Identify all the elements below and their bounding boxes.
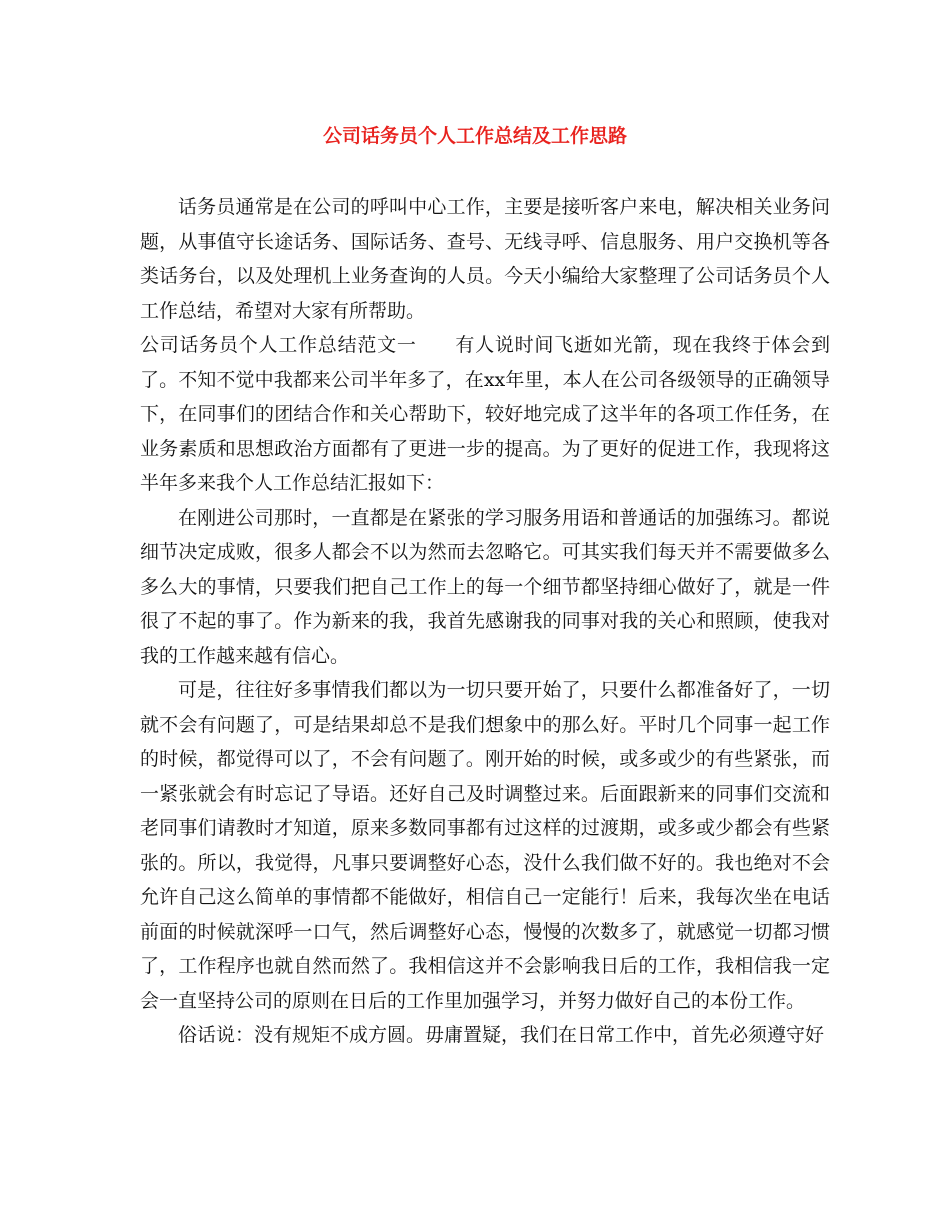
body-paragraph-2: 可是，往往好多事情我们都以为一切只要开始了，只要什么都准备好了，一切就不会有问题了，可是结果却总不是我们想象中的那么好。平时几个同事一起工作的时候，都觉得可以了，不会有问题了。刚开始的时候，或多或少的有些紧张，而一紧张就会有时忘记了导语。还好自己及时调整过来。后面跟新来的同事们交流和老同事们请教时才知道，原来多数同事都有过这样的过渡期，或多或少都会有些紧张的。所以，我觉得，凡事只要调整好心态，没什么我们做不好的。我也绝对不会允许自己这么简单的事情都不能做好，相信自己一定能行！后来，我每次坐在电话前面的时候就深呼一口气，然后调整好心态，慢慢的次数多了，就感觉一切都习惯了，工作程序也就自然而然了。我相信这并不会影响我日后的工作，我相信我一定会一直坚持公司的原则在日后的工作里加强学习，并努力做好自己的本份工作。 <box>140 679 830 1012</box>
body-paragraph-1: 在刚进公司那时，一直都是在紧张的学习服务用语和普通话的加强练习。都说细节决定成败，很多人都会不以为然而去忽略它。可其实我们每天并不需要做多么多么大的事情，只要我们把自己工作上的每一个细节都坚持细心做好了，就是一件很了不起的事了。作为新来的我，我首先感谢我的同事对我的关心和照顾，使我对我的工作越来越有信心。 <box>140 506 830 667</box>
sample-heading: 公司话务员个人工作总结范文一 <box>140 334 417 356</box>
sample-paragraph <box>140 328 830 501</box>
sample-first-text: 有人说时间飞逝如光箭，现在我终于体会到了。不知不觉中我都来公司半年多了，在xx年里，本人在公司各级领导的正确领导下，在同事们的团结合作和关心帮助下，较好地完成了这半年的各项工作任务，在业务素质和思想政治方面都有了更进一步的提高。为了更好的促进工作，我现将这半年多来我个人工作总结汇报如下： <box>140 334 830 494</box>
document-title: 公司话务员个人工作总结及工作思路 <box>322 125 627 147</box>
body-paragraph-3: 俗话说：没有规矩不成方圆。毋庸置疑，我们在日常工作中，首先必须遵守好 <box>178 1024 825 1046</box>
intro-paragraph: 话务员通常是在公司的呼叫中心工作，主要是接听客户来电，解决相关业务问题，从事值守长途话务、国际话务、查号、无线寻呼、信息服务、用户交换机等各类话务台，以及处理机上业务查询的人员。今天小编给大家整理了公司话务员个人工作总结，希望对大家有所帮助。 <box>140 196 830 322</box>
document-body <box>140 190 830 1053</box>
